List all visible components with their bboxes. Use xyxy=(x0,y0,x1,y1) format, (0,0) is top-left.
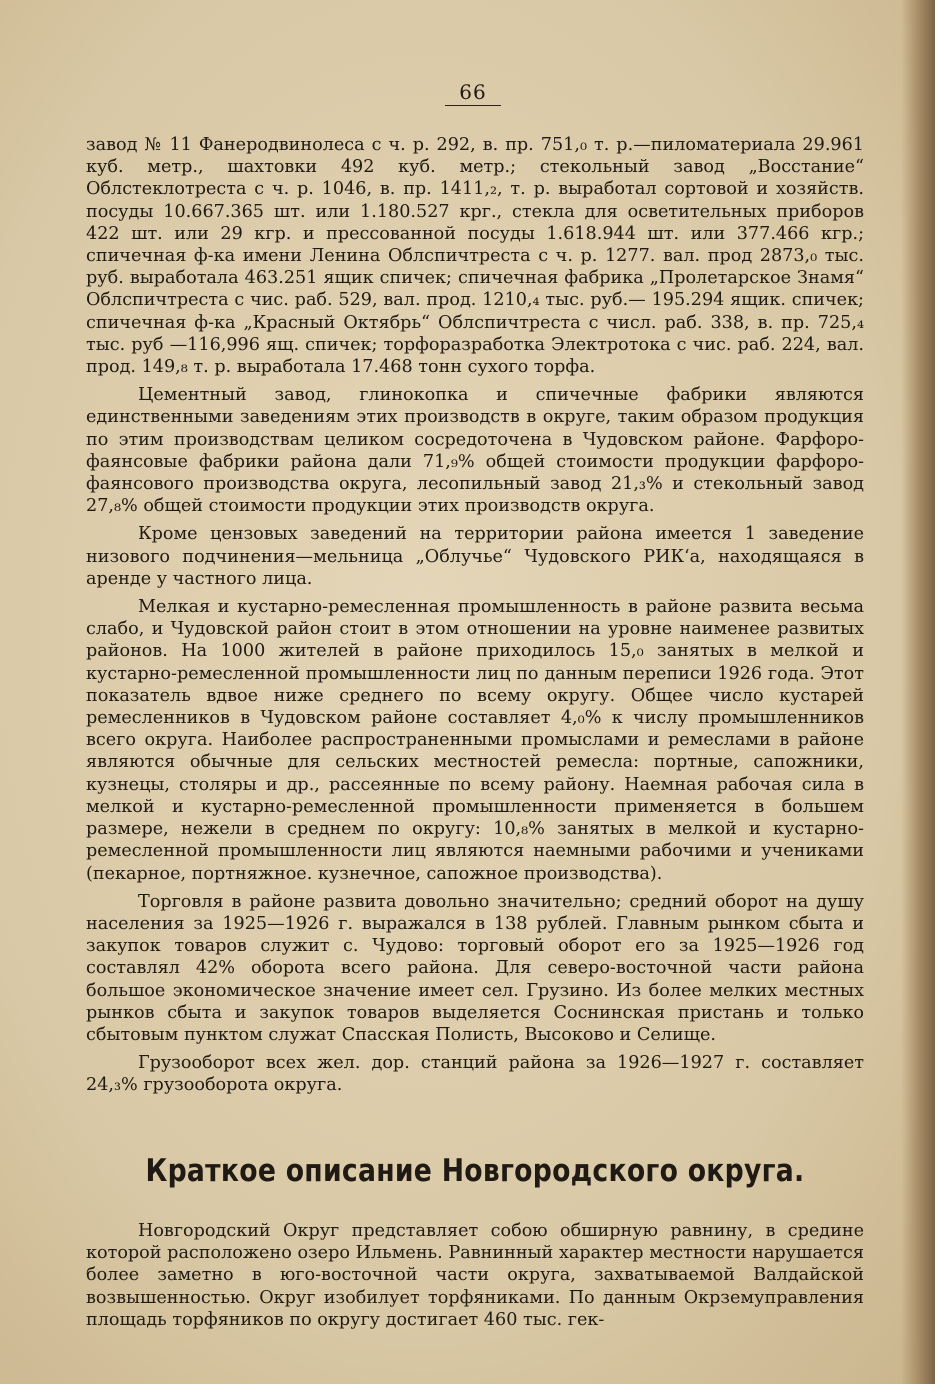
body-text-lower xyxy=(86,1220,864,1337)
paragraph-freight: Грузооборот всех жел. дор. станций района за 1926—1927 г. составляет 24,₃% грузооборота округа. xyxy=(86,1053,864,1096)
paragraph-small-industry: Мелкая и кустарно-ремесленная промышленность в районе развита весьма слабо, и Чудовской район стоит в этом отношении на уровне наименее развитых районов. На 1000 жителей в районе приходилось 15,₀ занятых в мелкой и кустарно-ремесленной промышленности лиц по данным переписи 1926 года. Этот показатель вдвое ниже среднего по всему округу. Общее число кустарей ремесленников в Чудовском районе составляет 4,₀% к числу промышленников всего округа. Наиболее распространенными промыслами и ремеслами в районе являются обычные для сельских местностей ремесла: портные, сапожники, кузнецы, столяры и др., рассеянные по всему району. Наемная рабочая сила в мелкой и кустарно-ремесленной промышленности применяется в большем размере, нежели в среднем по округу: 10,₈% занятых в мелкой и кустарно-ремесленной промышленности лиц являются наемными рабочими и учениками (пекарное, портняжное. кузнечное, сапожное производства). xyxy=(86,597,864,884)
paragraph-trade: Торговля в районе развита довольно значительно; средний оборот на душу населения за 1925—1926 г. выражался в 138 рублей. Главным рынком сбыта и закупок товаров служит с. Чудово: торговый оборот его за 1925—1926 год составлял 42% оборота всего района. Для северо-восточной части района большое экономическое значение имеет сел. Грузино. Из более мелких местных рынков сбыта и закупок товаров выделяется Соснинская пристань и только сбытовым пунктом служат Спасская Полисть, Высоково и Селище. xyxy=(86,891,864,1045)
body-text-upper xyxy=(86,134,864,1103)
paragraph-census-enterprises: Кроме цензовых заведений на территории района имеется 1 заведение низового подчинения—мельница „Облучье“ Чудовского РИК‘а, находящаяся в аренде у частного лица. xyxy=(86,524,864,589)
page-number: 66 xyxy=(445,80,501,106)
paragraph-factories-continued: завод № 11 Фанеродвинолеса с ч. р. 292, в. пр. 751,₀ т. р.—пиломатериала 29.961 куб. метр., шахтовки 492 куб. метр.; стекольный завод „Восстание“ Облстеклотреста с ч. р. 1046, в. пр. 1411,₂, т. р. выработал сортовой и хозяйств. посуды 10.667.365 шт. или 1.180.527 крг., стекла для осветительных приборов 422 шт. или 29 кгр. и прессованной посуды 1.618.944 шт. или 377.466 кгр.; спичечная ф-ка имени Ленина Облспичтреста с ч. р. 1277. вал. прод 2873,₀ тыс. руб. выработала 463.251 ящик спичек; спичечная фабрика „Пролетарское Знамя“ Облспичтреста с чис. раб. 529, вал. прод. 1210,₄ тыс. руб.— 195.294 ящик. спичек; спичечная ф-ка „Красный Октябрь“ Облспичтреста с числ. раб. 338, в. пр. 725,₄ тыс. руб —116,996 ящ. спичек; торфоразработка Электротока с чис. раб. 224, вал. прод. 149,₈ т. р. выработала 17.468 тонн сухого торфа. xyxy=(86,135,864,378)
page-edge-shadow xyxy=(901,0,935,1384)
paragraph-novgorod-description: Новгородский Округ представляет собою обширную равнину, в средине которой расположено озеро Ильмень. Равнинный характер местности нарушается более заметно в юго-восточной части округа, захватываемой Валдайской возвышенностью. Округ изобилует торфяниками. По данным Окрземуправления площадь торфяников по округу достигает 460 тыс. гек- xyxy=(86,1221,864,1330)
section-heading: Краткое описание Новгородского округа. xyxy=(145,1153,805,1189)
paragraph-cement-factory: Цементный завод, глинокопка и спичечные фабрики являются единственными заведениям этих производств в округе, таким образом продукция по этим производствам целиком сосредоточена в Чудовском районе. Фарфоро-фаянсовые фабрики района дали 71,₉% общей стоимости продукции фарфоро-фаянсового производства округа, лесопильный завод 21,₃% и стекольный завод 27,₈% общей стоимости продукции этих производств округа. xyxy=(86,385,864,517)
